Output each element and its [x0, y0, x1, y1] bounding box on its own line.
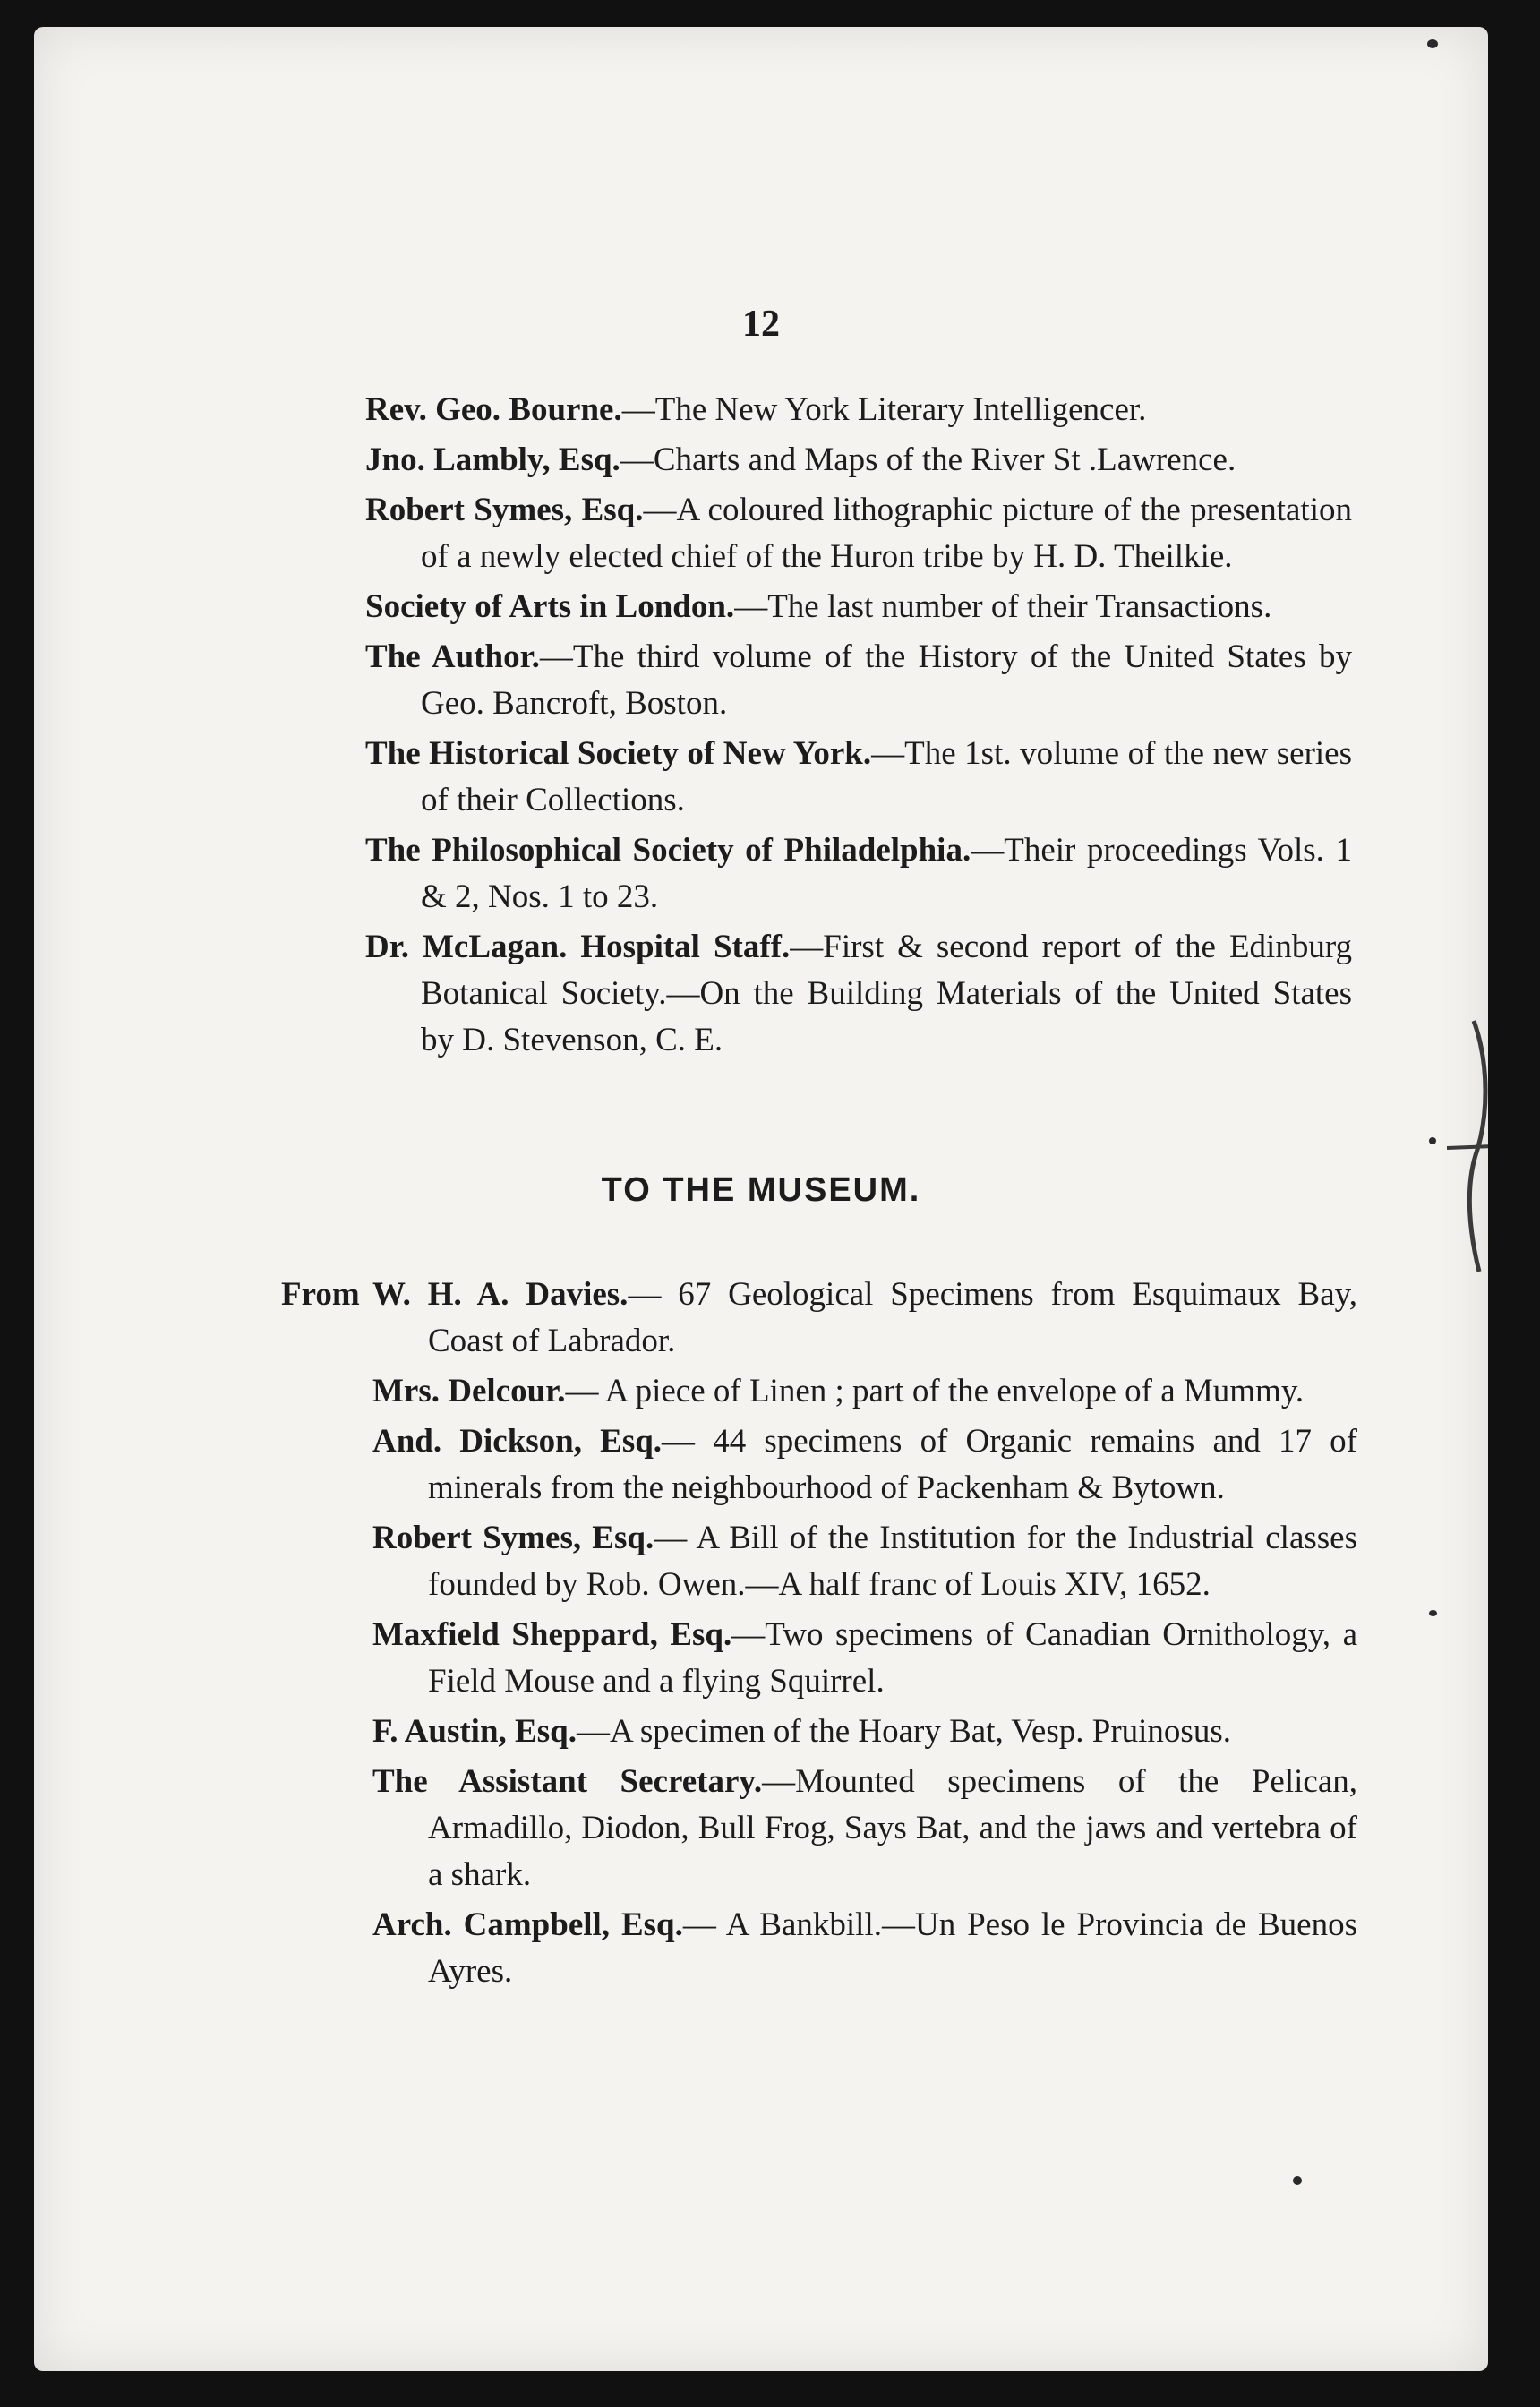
- from-label: From: [281, 1276, 360, 1313]
- donor-name: The Historical Society of New York.: [365, 735, 872, 772]
- donation-text: —First & second report of the Edinburg Botanical Society.—On the Building Materials of the United States by D. Stevenson, C. E.: [421, 929, 1352, 1058]
- document-page: [34, 27, 1488, 2371]
- museum-donation-entry: [281, 1902, 1357, 1995]
- museum-section-heading: TO THE MUSEUM.: [601, 1171, 921, 1209]
- donation-text: — A piece of Linen ; part of the envelope of a Mummy.: [565, 1373, 1305, 1409]
- museum-donations-list: [281, 1272, 1357, 1999]
- donation-text: — A Bankbill.—Un Peso le Provincia de Buenos Ayres.: [428, 1906, 1358, 1990]
- donation-entry: [365, 924, 1352, 1064]
- ink-speck: [1427, 39, 1438, 48]
- ink-speck: [1429, 1610, 1437, 1616]
- donor-name: Rev. Geo. Bourne.: [365, 391, 622, 428]
- donor-name: Maxfield Sheppard, Esq.: [372, 1616, 732, 1653]
- donor-name: Society of Arts in London.: [365, 588, 735, 625]
- page-number: 12: [742, 304, 780, 345]
- donor-name: The Author.: [365, 638, 540, 675]
- donation-text: —Charts and Maps of the River St .Lawrence.: [620, 441, 1236, 478]
- donor-name: Arch. Campbell, Esq.: [372, 1906, 683, 1943]
- donor-name: The Philosophical Society of Philadelphia.: [365, 832, 971, 869]
- donation-entry: [365, 827, 1352, 921]
- donor-name: F. Austin, Esq.: [372, 1713, 577, 1750]
- museum-donation-entry: [281, 1612, 1357, 1705]
- donation-entry: [365, 634, 1352, 727]
- donation-entry: [365, 584, 1352, 630]
- donation-text: —Two specimens of Canadian Ornithology, a Field Mouse and a flying Squirrel.: [428, 1616, 1357, 1700]
- donation-entry: [365, 487, 1352, 580]
- donor-name: Jno. Lambly, Esq.: [365, 441, 620, 478]
- donor-name: Robert Symes, Esq.: [365, 492, 644, 528]
- ink-speck: [1429, 1137, 1436, 1144]
- donation-text: —The last number of their Transactions.: [734, 588, 1272, 625]
- donor-name: The Assistant Secretary.: [372, 1763, 763, 1800]
- donations-list: [365, 387, 1352, 1067]
- donation-text: —A coloured lithographic picture of the presentation of a newly elected chief of the Huron tribe by H. D. Theilkie.: [421, 492, 1352, 575]
- donation-entry: [365, 387, 1352, 433]
- donor-name: Robert Symes, Esq.: [372, 1520, 654, 1556]
- donation-text: —Mounted specimens of the Pelican, Armadillo, Diodon, Bull Frog, Says Bat, and the jaws and vertebra of a shark.: [428, 1763, 1358, 1893]
- donation-text: — 44 specimens of Organic remains and 17 of minerals from the neighbourhood of Packenham & Bytown.: [428, 1423, 1357, 1506]
- museum-donation-entry: [281, 1515, 1357, 1608]
- donor-name: Mrs. Delcour.: [372, 1373, 566, 1409]
- donation-text: —Their proceedings Vols. 1 & 2, Nos. 1 to 23.: [421, 832, 1352, 915]
- donor-name: W. H. A. Davies.: [372, 1276, 629, 1313]
- donation-text: —The 1st. volume of the new series of their Collections.: [421, 735, 1352, 818]
- donation-text: — A Bill of the Institution for the Industrial classes founded by Rob. Owen.—A half franc of Louis XIV, 1652.: [428, 1520, 1357, 1603]
- donor-name: Dr. McLagan. Hospital Staff.: [365, 929, 791, 965]
- donor-name: And. Dickson, Esq.: [372, 1423, 663, 1460]
- donation-text: —The New York Literary Intelligencer.: [621, 391, 1147, 428]
- museum-donation-entry: [281, 1368, 1357, 1415]
- donation-text: — 67 Geological Specimens from Esquimaux Bay, Coast of Labrador.: [428, 1276, 1358, 1359]
- museum-donation-entry: [281, 1272, 1357, 1365]
- donation-entry: [365, 437, 1352, 484]
- ink-speck: [1293, 2176, 1302, 2185]
- museum-donation-entry: [281, 1418, 1357, 1512]
- binding-clip-mark: [1443, 1012, 1488, 1281]
- donation-text: —A specimen of the Hoary Bat, Vesp. Pruinosus.: [576, 1713, 1231, 1750]
- museum-donation-entry: [281, 1709, 1357, 1755]
- donation-entry: [365, 731, 1352, 824]
- museum-donation-entry: [281, 1759, 1357, 1898]
- donation-text: —The third volume of the History of the United States by Geo. Bancroft, Boston.: [421, 638, 1352, 722]
